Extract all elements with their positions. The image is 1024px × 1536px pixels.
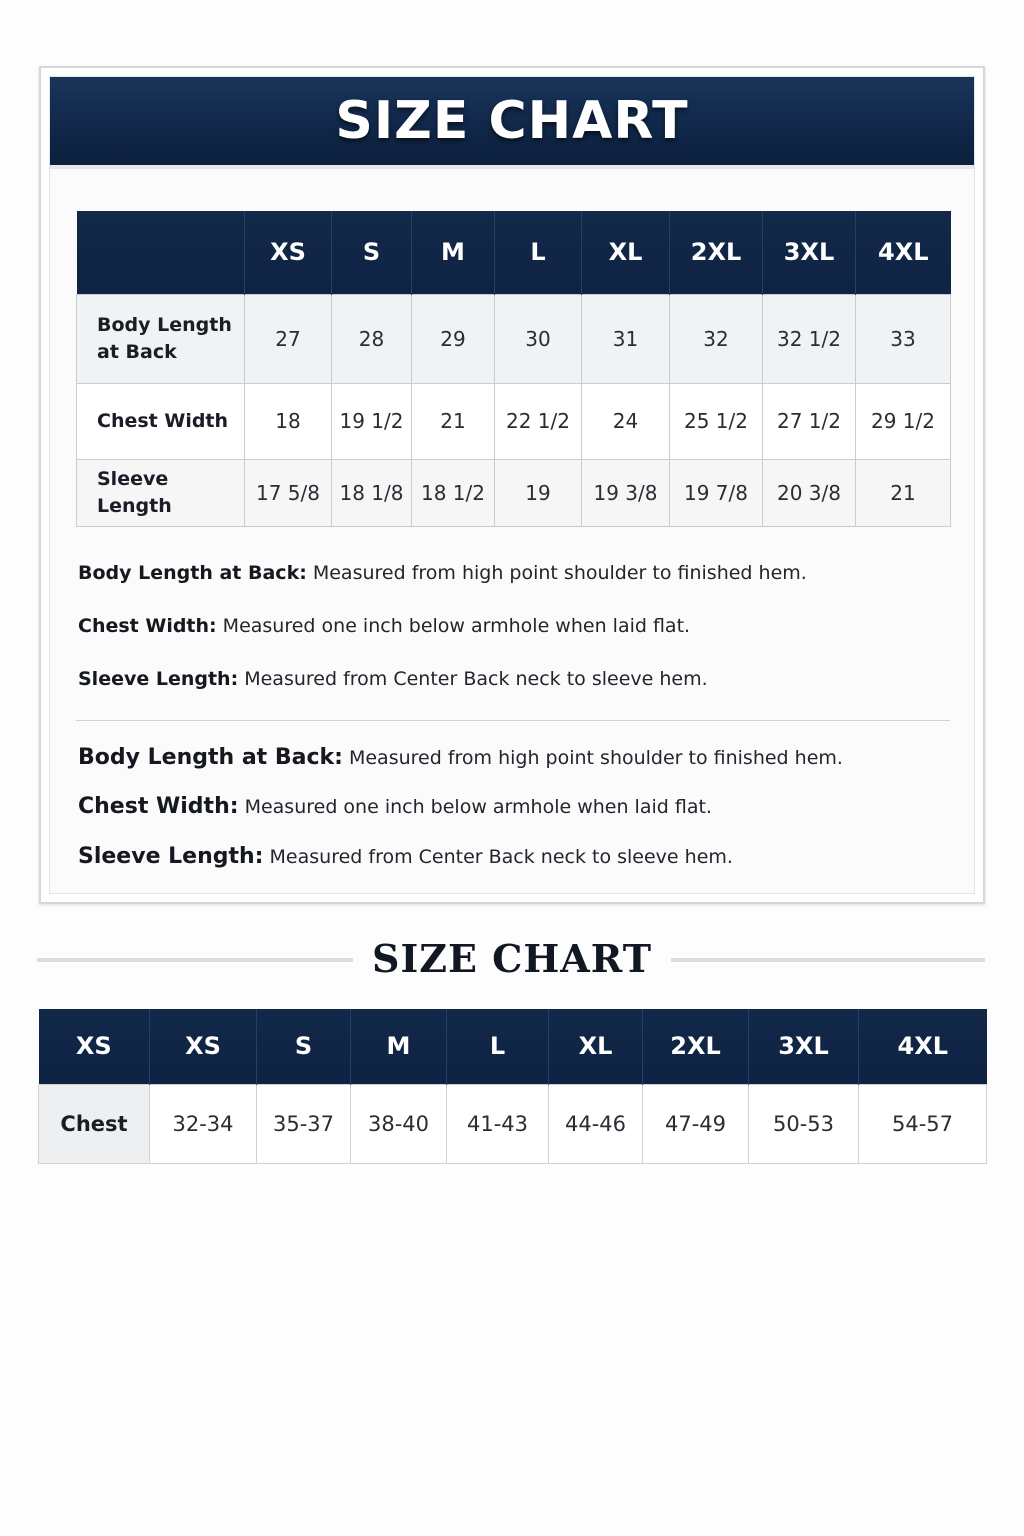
note-sleeve-length-large — [78, 844, 733, 869]
header-size: M — [351, 1009, 447, 1084]
table-cell: 32-34 — [150, 1084, 257, 1163]
header-size: 4XL — [859, 1009, 987, 1084]
row-label-sleeve-length: Sleeve Length — [77, 459, 245, 526]
header-size: 2XL — [643, 1009, 749, 1084]
header-size: M — [412, 211, 495, 294]
note-desc: Measured from Center Back neck to sleeve hem. — [238, 668, 708, 690]
table-cell: 41-43 — [447, 1084, 549, 1163]
table-cell: 54-57 — [859, 1084, 987, 1163]
table-row — [77, 383, 951, 459]
table-row — [77, 459, 951, 526]
header-size: XS — [150, 1009, 257, 1084]
table-cell: 29 1/2 — [856, 383, 951, 459]
header-size: XS — [39, 1009, 150, 1084]
row-label-line: at Back — [97, 340, 177, 363]
table-cell: 27 1/2 — [763, 383, 856, 459]
table-cell: 31 — [582, 294, 670, 383]
header-size: L — [447, 1009, 549, 1084]
size-chart-card-inner — [49, 76, 975, 894]
note-desc: Measured one inch below armhole when laid flat. — [238, 796, 712, 818]
note-desc: Measured from high point shoulder to finished hem. — [342, 747, 843, 769]
header-size: S — [332, 211, 412, 294]
table-cell: 25 1/2 — [670, 383, 763, 459]
table-cell: 24 — [582, 383, 670, 459]
header-corner — [77, 211, 245, 294]
table-cell: 27 — [245, 294, 332, 383]
note-term: Chest Width: — [78, 615, 217, 637]
notes-divider — [76, 720, 950, 721]
note-desc: Measured one inch below armhole when laid flat. — [216, 615, 691, 637]
table-cell: 19 7/8 — [670, 459, 763, 526]
table-header-row — [39, 1009, 987, 1084]
header-size: XL — [582, 211, 670, 294]
table-cell: 50-53 — [749, 1084, 859, 1163]
header-size: XL — [549, 1009, 643, 1084]
note-body-length-large — [78, 745, 843, 770]
header-size: 4XL — [856, 211, 951, 294]
banner-title: SIZE CHART — [335, 91, 689, 151]
table-cell: 35-37 — [257, 1084, 351, 1163]
table-cell: 19 1/2 — [332, 383, 412, 459]
table-cell: 32 — [670, 294, 763, 383]
table-header-row — [77, 211, 951, 294]
table-cell: 33 — [856, 294, 951, 383]
table-cell: 19 3/8 — [582, 459, 670, 526]
note-term: Body Length at Back: — [78, 562, 307, 584]
note-term: Sleeve Length: — [78, 844, 264, 869]
row-label-chest-width: Chest Width — [77, 383, 245, 459]
chest-size-chart-title: SIZE CHART — [372, 936, 652, 981]
note-term: Sleeve Length: — [78, 668, 239, 690]
table-cell: 44-46 — [549, 1084, 643, 1163]
row-label-line: Body Length — [97, 313, 232, 336]
chest-size-table — [38, 1009, 987, 1164]
table-cell: 18 1/2 — [412, 459, 495, 526]
header-size: XS — [245, 211, 332, 294]
header-size: S — [257, 1009, 351, 1084]
header-size: L — [495, 211, 582, 294]
table-row — [77, 294, 951, 383]
row-label-body-length — [77, 294, 245, 383]
table-cell: 20 3/8 — [763, 459, 856, 526]
table-cell: 30 — [495, 294, 582, 383]
header-size: 3XL — [749, 1009, 859, 1084]
note-desc: Measured from high point shoulder to finished hem. — [306, 562, 807, 584]
header-size: 3XL — [763, 211, 856, 294]
measurement-table — [76, 211, 951, 527]
size-chart-banner — [50, 77, 974, 169]
size-chart-card — [39, 66, 985, 904]
title-rule-right — [671, 958, 985, 962]
table-cell: 18 — [245, 383, 332, 459]
note-chest-width — [78, 615, 690, 637]
table-cell: 38-40 — [351, 1084, 447, 1163]
table-cell: 21 — [412, 383, 495, 459]
note-term: Body Length at Back: — [78, 745, 343, 770]
note-desc: Measured from Center Back neck to sleeve hem. — [263, 846, 733, 868]
note-term: Chest Width: — [78, 794, 239, 819]
table-cell: 21 — [856, 459, 951, 526]
header-size: 2XL — [670, 211, 763, 294]
table-cell: 22 1/2 — [495, 383, 582, 459]
note-chest-width-large — [78, 794, 712, 819]
note-sleeve-length — [78, 668, 708, 690]
table-cell: 28 — [332, 294, 412, 383]
table-cell: 29 — [412, 294, 495, 383]
row-label-chest: Chest — [39, 1084, 150, 1163]
note-body-length — [78, 562, 807, 584]
table-cell: 19 — [495, 459, 582, 526]
table-cell: 17 5/8 — [245, 459, 332, 526]
table-row — [39, 1084, 987, 1163]
title-rule-left — [37, 958, 353, 962]
table-cell: 32 1/2 — [763, 294, 856, 383]
table-cell: 47-49 — [643, 1084, 749, 1163]
table-cell: 18 1/8 — [332, 459, 412, 526]
